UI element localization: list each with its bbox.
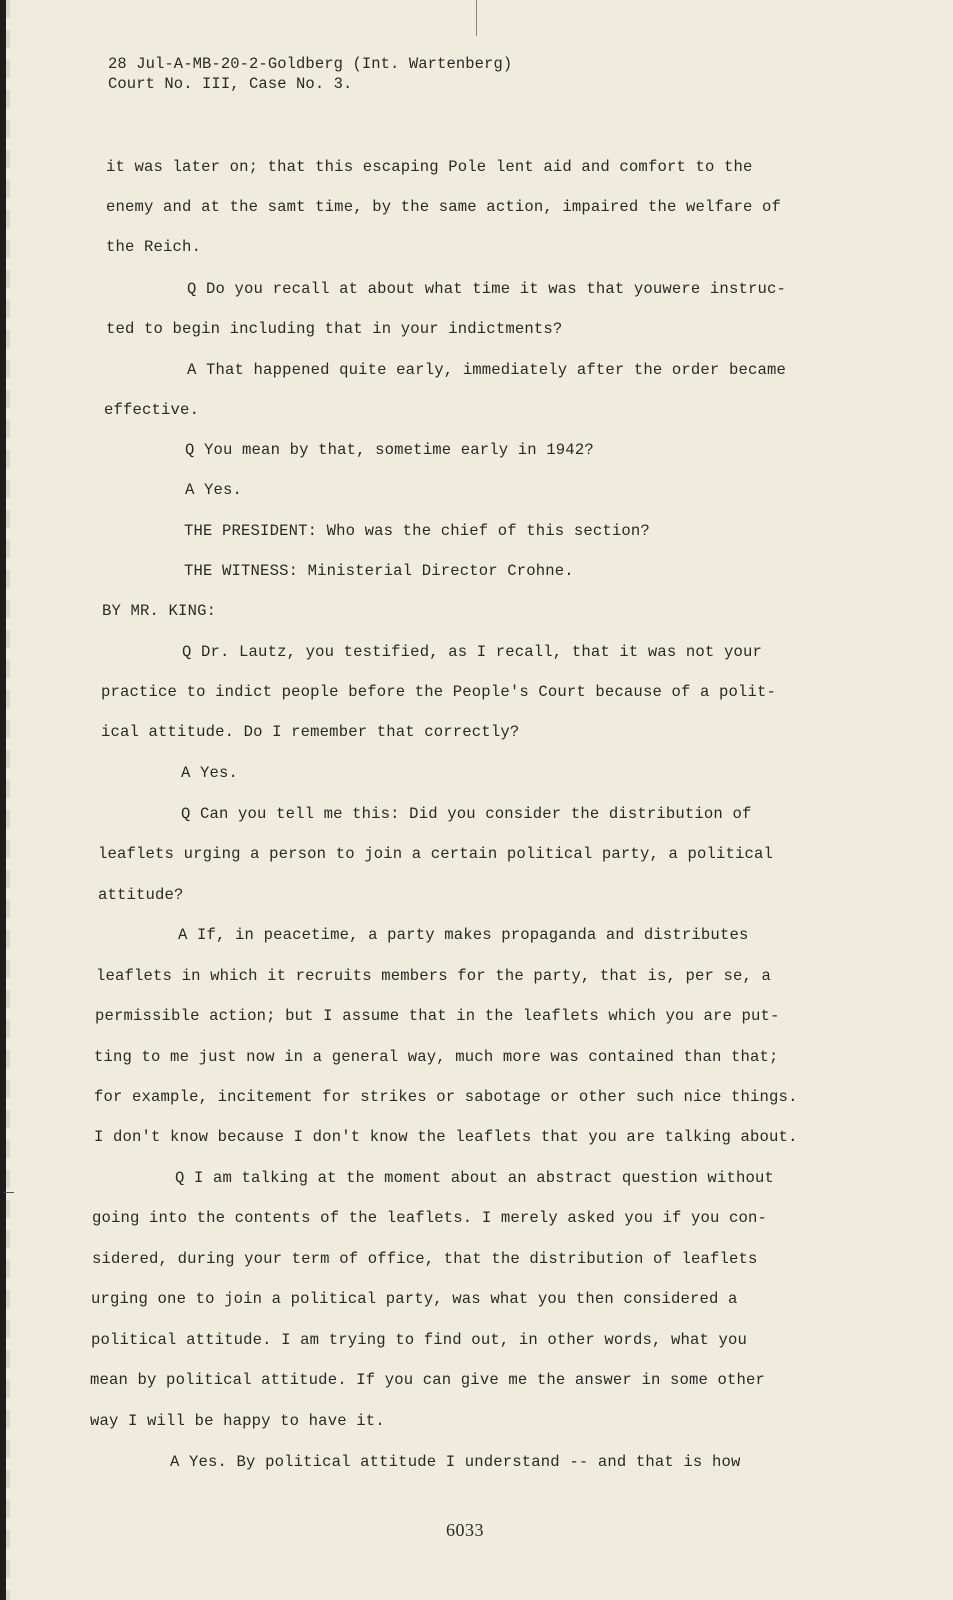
transcript-line: the Reich. — [106, 238, 202, 256]
transcript-line: permissible action; but I assume that in the leaflets which you are put- — [95, 1007, 780, 1025]
transcript-line: it was later on; that this escaping Pole lent aid and comfort to the — [106, 158, 753, 176]
binding-marks — [6, 0, 10, 1600]
transcript-line: attitude? — [98, 886, 184, 904]
transcript-line: Q Do you recall at about what time it was that youwere instruc- — [187, 280, 786, 298]
transcript-line: A Yes. — [181, 764, 239, 782]
transcript-line: mean by political attitude. If you can give me the answer in some other — [90, 1371, 766, 1389]
transcript-line: practice to indict people before the People's Court because of a polit- — [101, 683, 777, 701]
transcript-line: Q Can you tell me this: Did you consider the distribution of — [181, 805, 752, 823]
transcript-line: ical attitude. Do I remember that correctly? — [101, 723, 520, 741]
transcript-line: A Yes. By political attitude I understand -- and that is how — [170, 1453, 741, 1471]
fold-mark — [476, 0, 477, 36]
header-line-1: 28 Jul-A-MB-20-2-Goldberg (Int. Wartenberg) — [108, 55, 513, 73]
transcript-line: effective. — [104, 401, 200, 419]
transcript-line: enemy and at the samt time, by the same action, impaired the welfare of — [106, 198, 782, 216]
transcript-line: THE WITNESS: Ministerial Director Crohne. — [184, 562, 574, 580]
transcript-line: for example, incitement for strikes or sabotage or other such nice things. — [94, 1088, 798, 1106]
transcript-line: way I will be happy to have it. — [90, 1412, 385, 1430]
transcript-line: Q You mean by that, sometime early in 1942? — [185, 441, 594, 459]
transcript-line: political attitude. I am trying to find out, in other words, what you — [91, 1331, 748, 1349]
document-header — [108, 54, 512, 94]
transcript-line: THE PRESIDENT: Who was the chief of this section? — [184, 522, 650, 540]
margin-tick — [4, 1192, 14, 1193]
transcript-line: leaflets in which it recruits members for the party, that is, per se, a — [96, 967, 772, 985]
header-line-2: Court No. III, Case No. 3. — [108, 75, 353, 93]
transcript-line: sidered, during your term of office, that the distribution of leaflets — [92, 1250, 758, 1268]
transcript-line: ting to me just now in a general way, much more was contained than that; — [94, 1048, 779, 1066]
transcript-line: A If, in peacetime, a party makes propaganda and distributes — [178, 926, 749, 944]
transcript-line: Q Dr. Lautz, you testified, as I recall, that it was not your — [182, 643, 762, 661]
transcript-line: leaflets urging a person to join a certain political party, a political — [98, 845, 774, 863]
transcript-line: A That happened quite early, immediately after the order became — [187, 361, 786, 379]
transcript-line: ted to begin including that in your indictments? — [106, 320, 563, 338]
transcript-line: A Yes. — [185, 481, 243, 499]
transcript-line: Q I am talking at the moment about an abstract question without — [175, 1169, 774, 1187]
transcript-line: BY MR. KING: — [102, 602, 217, 620]
transcript-line: going into the contents of the leaflets. I merely asked you if you con- — [92, 1209, 768, 1227]
transcript-line: urging one to join a political party, was what you then considered a — [91, 1290, 738, 1308]
transcript-line: I don't know because I don't know the leaflets that you are talking about. — [94, 1128, 798, 1146]
page-number: 6033 — [446, 1520, 484, 1540]
